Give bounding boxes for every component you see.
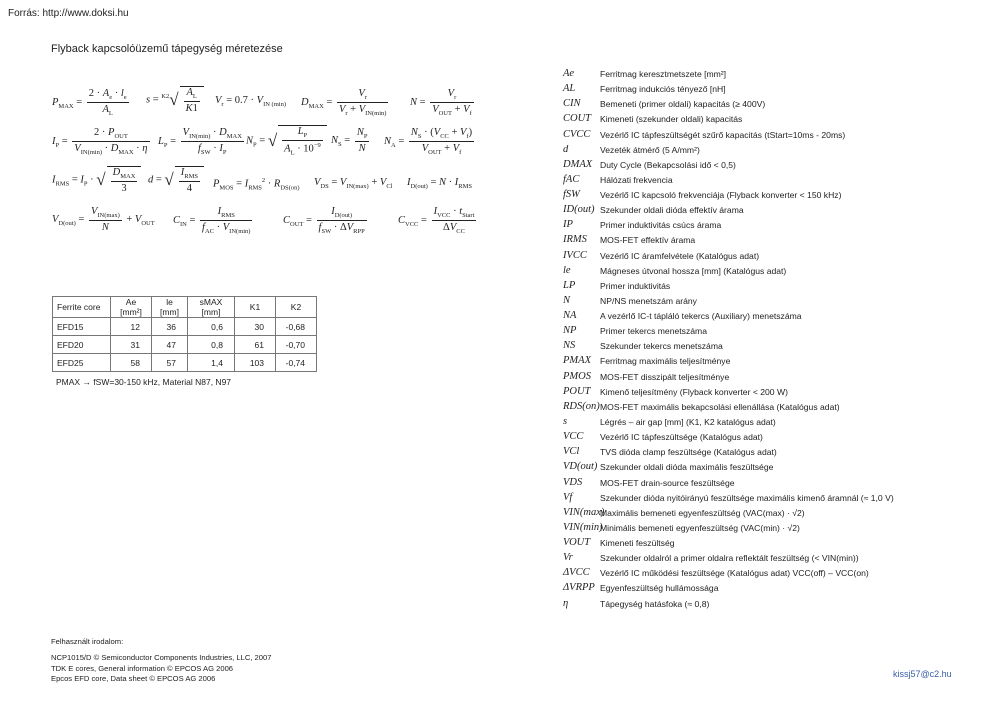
table-cell: -0,70	[276, 336, 317, 354]
table-cell: 103	[235, 354, 276, 372]
references	[51, 637, 271, 685]
glossary-symbol: d	[563, 143, 569, 155]
table-cell: 31	[111, 336, 152, 354]
glossary-symbol: VIN(max)	[563, 506, 605, 518]
formula-pmax: $P_{MAX}$ = $\frac{2 \cdot A_e \cdot l_e}{A_L}$	[52, 88, 127, 118]
glossary-description: Vezérlő IC működési feszültsége (Katalógus adat) VCC(off) – VCC(on)	[600, 568, 869, 579]
glossary-description: Vezérlő IC tápfeszültsége (Katalógus adat)	[600, 432, 763, 443]
col-header: K2	[276, 297, 317, 318]
glossary-description: Szekunder oldali dióda effektív árama	[600, 205, 744, 216]
glossary-description: Hálózati frekvencia	[600, 174, 673, 185]
glossary-symbol: ΔVCC	[563, 567, 590, 579]
glossary-symbol: LP	[563, 279, 576, 291]
table-row	[53, 354, 317, 372]
col-header: K1	[235, 297, 276, 318]
glossary-symbol: ΔVRPP	[563, 582, 595, 594]
glossary-description: Légrés – air gap [mm] (K1, K2 katalógus adat)	[600, 416, 776, 427]
table-row	[53, 336, 317, 354]
table-header-row	[53, 297, 317, 318]
formula-cvcc: $C_{VCC}$ = $\frac{I_{VCC} \cdot t_{Start}}{\Delta V_{CC}}$	[398, 206, 475, 236]
glossary-symbol: VCC	[563, 431, 584, 443]
col-header: Ferrite core	[53, 297, 111, 318]
formula-idout: $I_{D(out)} = N \cdot I_{RMS}$	[407, 177, 473, 191]
glossary-description: Primer induktivitás csúcs árama	[600, 220, 722, 231]
formula-vdout: $V_{D(out)}$ = $\frac{V_{IN(max)}}{N}$ + $V_{OUT}$	[52, 206, 155, 234]
ferrite-core-table	[52, 296, 317, 372]
glossary-description: Ferritmag maximális teljesítménye	[600, 356, 731, 367]
formula-cout: $C_{OUT}$ = $\frac{I_{D(out)}}{f_{SW} \cdot \Delta V_{RPP}}$	[283, 206, 365, 236]
glossary-description: Bemeneti (primer oldali) kapacitás (≥ 400V)	[600, 99, 766, 110]
glossary-symbol: VCl	[563, 446, 580, 458]
glossary-description: TVS dióda clamp feszültsége (Katalógus adat)	[600, 447, 777, 458]
glossary-symbol: fSW	[563, 189, 580, 201]
formula-dmax: $D_{MAX}$ = $\frac{V_r}{V_r + V_{IN(min)}}$	[301, 88, 387, 118]
glossary-description: Primer induktivitás	[600, 280, 671, 291]
glossary-description: Primer tekercs menetszáma	[600, 326, 707, 337]
author-email-link[interactable]: kissj57@c2.hu	[893, 669, 952, 679]
table-note: PMAX → fSW=30-150 kHz, Material N87, N97	[56, 377, 232, 387]
glossary-symbol: IRMS	[563, 234, 587, 246]
glossary-description: Kimeneti feszültség	[600, 538, 675, 549]
glossary-symbol: η	[563, 597, 569, 609]
glossary-description: Vezérlő IC kapcsoló frekvenciája (Flyback konverter < 150 kHz)	[600, 190, 842, 201]
glossary-description: Szekunder oldali dióda maximális feszültsége	[600, 462, 774, 473]
glossary-description: Szekunder tekercs menetszáma	[600, 341, 723, 352]
glossary-description: MOS-FET effektív árama	[600, 235, 696, 246]
formula-cin: $C_{IN}$ = $\frac{I_{RMS}}{f_{AC} \cdot V_{IN(min)}}$	[173, 206, 251, 236]
table-cell: 0,8	[188, 336, 235, 354]
glossary-symbol: VIN(min)	[563, 521, 603, 533]
glossary-symbol: N	[563, 294, 571, 306]
glossary-symbol: CVCC	[563, 128, 591, 140]
glossary-symbol: VD(out)	[563, 461, 598, 473]
glossary-symbol: Ae	[563, 68, 575, 79]
formula-vds: $V_{DS} = V_{IN(max)} + V_{Cl}$	[314, 177, 393, 191]
glossary-symbol: VDS	[563, 476, 583, 488]
glossary-symbol: AL	[563, 83, 576, 95]
glossary-description: MOS-FET disszipált teljesítménye	[600, 371, 730, 382]
glossary-description: Szekunder oldalról a primer oldalra reflektált feszültség (< VIN(min))	[600, 553, 859, 564]
formula-irms: $I_{RMS} = I_P$ · √ $\frac{D_{MAX}}{3}$	[52, 166, 141, 194]
references-heading: Felhasznált irodalom:	[51, 637, 124, 646]
glossary-description: A vezérlő IC-t tápláló tekercs (Auxiliary) menetszáma	[600, 311, 802, 322]
glossary-symbol: le	[563, 264, 571, 276]
glossary-symbol: Vr	[563, 552, 573, 564]
glossary-description: Szekunder dióda nyitóirányú feszültsége maximális kimenő áramnál (≈ 1,0 V)	[600, 492, 894, 503]
formula-vr: $V_r = 0.7 \cdot V_{IN (min)}$	[215, 95, 286, 109]
formula-pmos: $P_{MOS} = I_{RMS}^2 \cdot R_{DS(on)}$	[213, 177, 300, 192]
table-cell: 47	[152, 336, 188, 354]
glossary-symbol: RDS(on)	[563, 400, 600, 412]
glossary-description: MOS-FET maximális bekapcsolási ellenállása (Katalógus adat)	[600, 401, 840, 412]
glossary-symbol: PMAX	[563, 355, 591, 367]
glossary-description: Kimenő teljesítmény (Flyback konverter < 200 W)	[600, 386, 788, 397]
table-row	[53, 318, 317, 336]
glossary-symbol: POUT	[563, 385, 591, 397]
page-title: Flyback kapcsolóüzemű tápegység méretezése	[51, 43, 283, 55]
formula-ip: $I_P$ = $\frac{2 \cdot P_{OUT}}{V_{IN(min)} \cdot D_{MAX} \cdot \eta}$	[52, 127, 148, 157]
table-cell: 36	[152, 318, 188, 336]
table-cell: 57	[152, 354, 188, 372]
glossary-description: Kimeneti (szekunder oldali) kapacitás	[600, 114, 743, 125]
glossary-symbol: NS	[563, 340, 576, 352]
table-cell: EFD15	[53, 318, 111, 336]
table-cell: 58	[111, 354, 152, 372]
table-cell: 0,6	[188, 318, 235, 336]
glossary-description: Ferritmag indukciós tényező [nH]	[600, 84, 726, 95]
glossary-description: Duty Cycle (Bekapcsolási idő < 0,5)	[600, 159, 736, 170]
reference-item: NCP1015/D © Semiconductor Components Industries, LLC, 2007	[51, 653, 272, 663]
glossary-symbol: NP	[563, 325, 577, 337]
reference-item: Epcos EFD core, Data sheet © EPCOS AG 2006	[51, 674, 216, 684]
formula-ns: $N_S$ = $\frac{N_P}{N}$	[331, 127, 368, 155]
glossary-description: Vezérlő IC áramfelvétele (Katalógus adat)	[600, 250, 760, 261]
glossary-description: Mágneses útvonal hossza [mm] (Katalógus adat)	[600, 265, 787, 276]
table-cell: -0,68	[276, 318, 317, 336]
glossary-description: Minimális bemeneti egyenfeszültség (VAC(min) · √2)	[600, 522, 800, 533]
col-header: le [mm]	[152, 297, 188, 318]
formula-na: $N_A$ = $\frac{N_S \cdot (V_{CC} + V_f)}{V_{OUT} + V_f}$	[384, 127, 473, 157]
glossary-description: Maximális bemeneti egyenfeszültség (VAC(max) · √2)	[600, 507, 805, 518]
glossary-description: Ferritmag keresztmetszete [mm²]	[600, 69, 727, 79]
glossary-symbol: ID(out)	[563, 204, 595, 216]
glossary-description: NP/NS menetszám arány	[600, 295, 697, 306]
table-cell: EFD25	[53, 354, 111, 372]
col-header: Ae [mm²]	[111, 297, 152, 318]
formula-n: N = $\frac{V_r}{V_{OUT} + V_f}$	[410, 88, 472, 118]
reference-item: TDK E cores, General information © EPCOS AG 2006	[51, 663, 234, 673]
glossary-description: Egyenfeszültség hullámossága	[600, 583, 719, 594]
table-cell: 12	[111, 318, 152, 336]
table-cell: EFD20	[53, 336, 111, 354]
table-cell: 61	[235, 336, 276, 354]
source-line: Forrás: http://www.doksi.hu	[8, 8, 129, 19]
table-cell: -0,74	[276, 354, 317, 372]
formula-lp: $L_P$ = $\frac{V_{IN(min)} \cdot D_{MAX}}{f_{SW} \cdot I_P}$	[158, 127, 242, 157]
glossary-symbol: Vf	[563, 491, 573, 503]
glossary-description: MOS-FET drain-source feszültsége	[600, 477, 735, 488]
glossary-symbol: NA	[563, 310, 577, 322]
glossary-description: Vezeték átmérő (5 A/mm²)	[600, 144, 700, 155]
table-cell: 1,4	[188, 354, 235, 372]
glossary-symbol: CIN	[563, 98, 581, 110]
glossary-description: Vezérlő IC tápfeszültségét szűrő kapacitás (tStart=10ms - 20ms)	[600, 129, 846, 140]
formula-np: $N_P$ = √ $\frac{L_P}{A_L \cdot 10^{-9}}$	[246, 125, 327, 157]
glossary-symbol: IP	[563, 219, 573, 231]
glossary-symbol: s	[563, 415, 568, 427]
table-cell: 30	[235, 318, 276, 336]
glossary-symbol: VOUT	[563, 537, 591, 549]
glossary-symbol: COUT	[563, 113, 592, 125]
col-header: sMAX [mm]	[188, 297, 235, 318]
glossary-symbol: PMOS	[563, 370, 591, 382]
formula-s: s = $^{K2}$√ $\frac{A_L}{K1}$	[146, 86, 204, 114]
formula-d: d = √ $\frac{I_{RMS}}{4}$	[148, 166, 204, 194]
glossary-symbol: IVCC	[563, 249, 587, 261]
glossary-description: Tápegység hatásfoka (≈ 0,8)	[600, 598, 710, 609]
glossary-symbol: fAC	[563, 173, 580, 185]
glossary-symbol: DMAX	[563, 158, 593, 170]
